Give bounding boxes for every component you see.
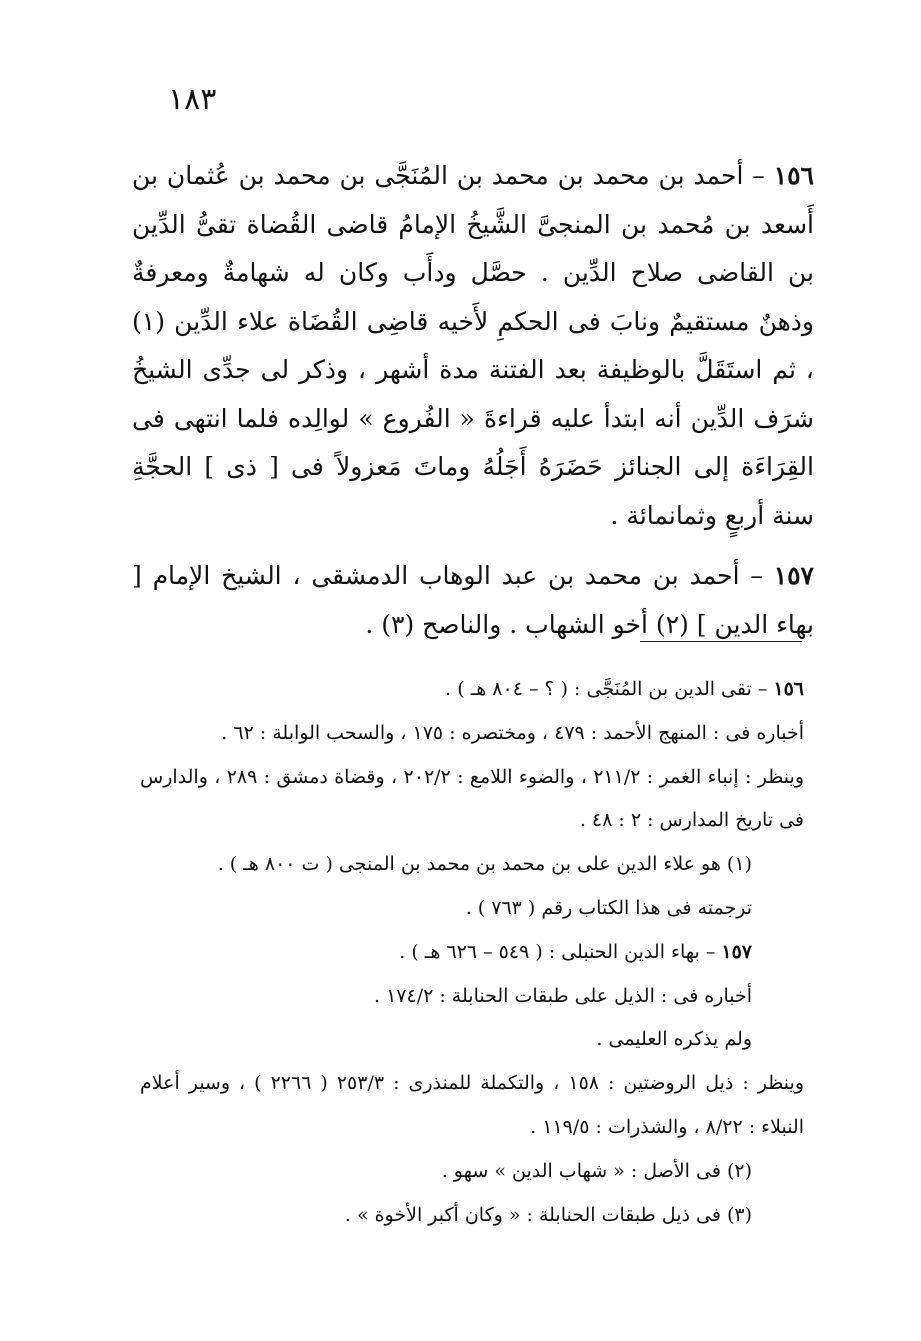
footnote-text: – تقى الدين بن المُنَجَّى : ( ؟ – ٨٠٤ هـ ) . (445, 678, 768, 700)
footnote-text: – بهاء الدين الحنبلى : ( ٥٤٩ – ٦٢٦ هـ ) . (399, 940, 716, 963)
footnote-line (140, 1194, 804, 1238)
footnote-line (140, 1150, 804, 1194)
footnote-text: (٢) فى الأصل : « شهاب الدين » سهو . (441, 1159, 752, 1182)
footnote-line (140, 843, 804, 887)
note-entry-number: ١٥٦ (773, 678, 804, 700)
footnote-line (140, 887, 804, 931)
footnote-text: ترجمته فى هذا الكتاب رقم ( ٧٦٣ ) . (465, 896, 752, 919)
footnote-line (140, 668, 804, 712)
entry-number: ١٥٧ (773, 561, 814, 590)
note-entry-number: ١٥٧ (721, 940, 752, 963)
footnote-line (140, 756, 804, 844)
footnote-line (140, 1018, 804, 1062)
footnote-text: أخباره فى : الذيل على طبقات الحنابلة : ١٧٤/٢ . (374, 984, 752, 1007)
biography-entry (132, 552, 814, 649)
footnotes (140, 668, 804, 1237)
footnote-text: (٣) فى ذيل طبقات الحنابلة : « وكان أكبر الأخوة » . (344, 1203, 752, 1226)
footnote-text: ولم يذكره العليمى . (596, 1028, 752, 1051)
entry-number: ١٥٦ (773, 161, 814, 190)
footnote-text: (١) هو علاء الدين على بن محمد بن محمد بن المنجى ( ت ٨٠٠ هـ ) . (217, 853, 752, 876)
footnote-line (140, 931, 804, 975)
footnote-text: وينظر : إنباء الغمر : ٢١١/٢ ، والضوء اللامع : ٢٠٢/٢ ، وقضاة دمشق : ٢٨٩ ، والدارس فى تاريخ المدارس : ٢ : ٤٨ . (140, 765, 804, 832)
footnote-divider (640, 641, 802, 642)
footnote-text: وينظر : ذيل الروضتين : ١٥٨ ، والتكملة للمنذرى : ٢٥٣/٣ ( ٢٢٦٦ ) ، وسير أعلام النبلاء : ٨/٢٢ ، والشذرات : ١١٩/٥ . (140, 1072, 805, 1138)
entry-text: – أحمد بن محمد بن محمد بن المُنَجَّى بن محمد بن عُثمان بن أَسعد بن مُحمد بن المنجىَّ الشَّيخُ الإمامُ قاضى القُضاة تقىُّ الدِّين بن القاضى صلاح الدِّين . حصَّل ودأَب وكان له شهامةٌ ومعرفةٌ وذهنٌ مستقيمٌ ونابَ فى الحكمِ لأَخيه قاضِى القُضَاة علاء الدِّين (١) ، ثم استَقَلَّ بالوظيفة بعد الفتنة مدة أشهر ، وذكر لى جدِّى الشيخُ شرَف الدِّين أنه ابتدأ عليه قراءةَ « الفُروع » لوالِده فلما انتهى فى القِرَاءَة إلى الجنائز حَضَرَهُ أَجَلُهُ وماتَ مَعزولاً فى [ ذى ] الحجَّةِ سنة أربعٍ وثمانمائة . (132, 161, 814, 530)
footnote-line (140, 1062, 804, 1150)
main-text (132, 152, 814, 661)
biography-entry (132, 152, 814, 540)
entry-text: – أحمد بن محمد بن عبد الوهاب الدمشقى ، الشيخ الإمام [ بهاء الدين ] (٢) أخو الشهاب . والناصح (٣) . (132, 561, 814, 639)
footnote-text: أخباره فى : المنهج الأحمد : ٤٧٩ ، ومختصره : ١٧٥ ، والسحب الوابلة : ٦٢ . (221, 721, 804, 744)
page-number: ١٨٣ (168, 82, 217, 117)
footnote-line (140, 975, 804, 1019)
footnote-line (140, 712, 804, 756)
